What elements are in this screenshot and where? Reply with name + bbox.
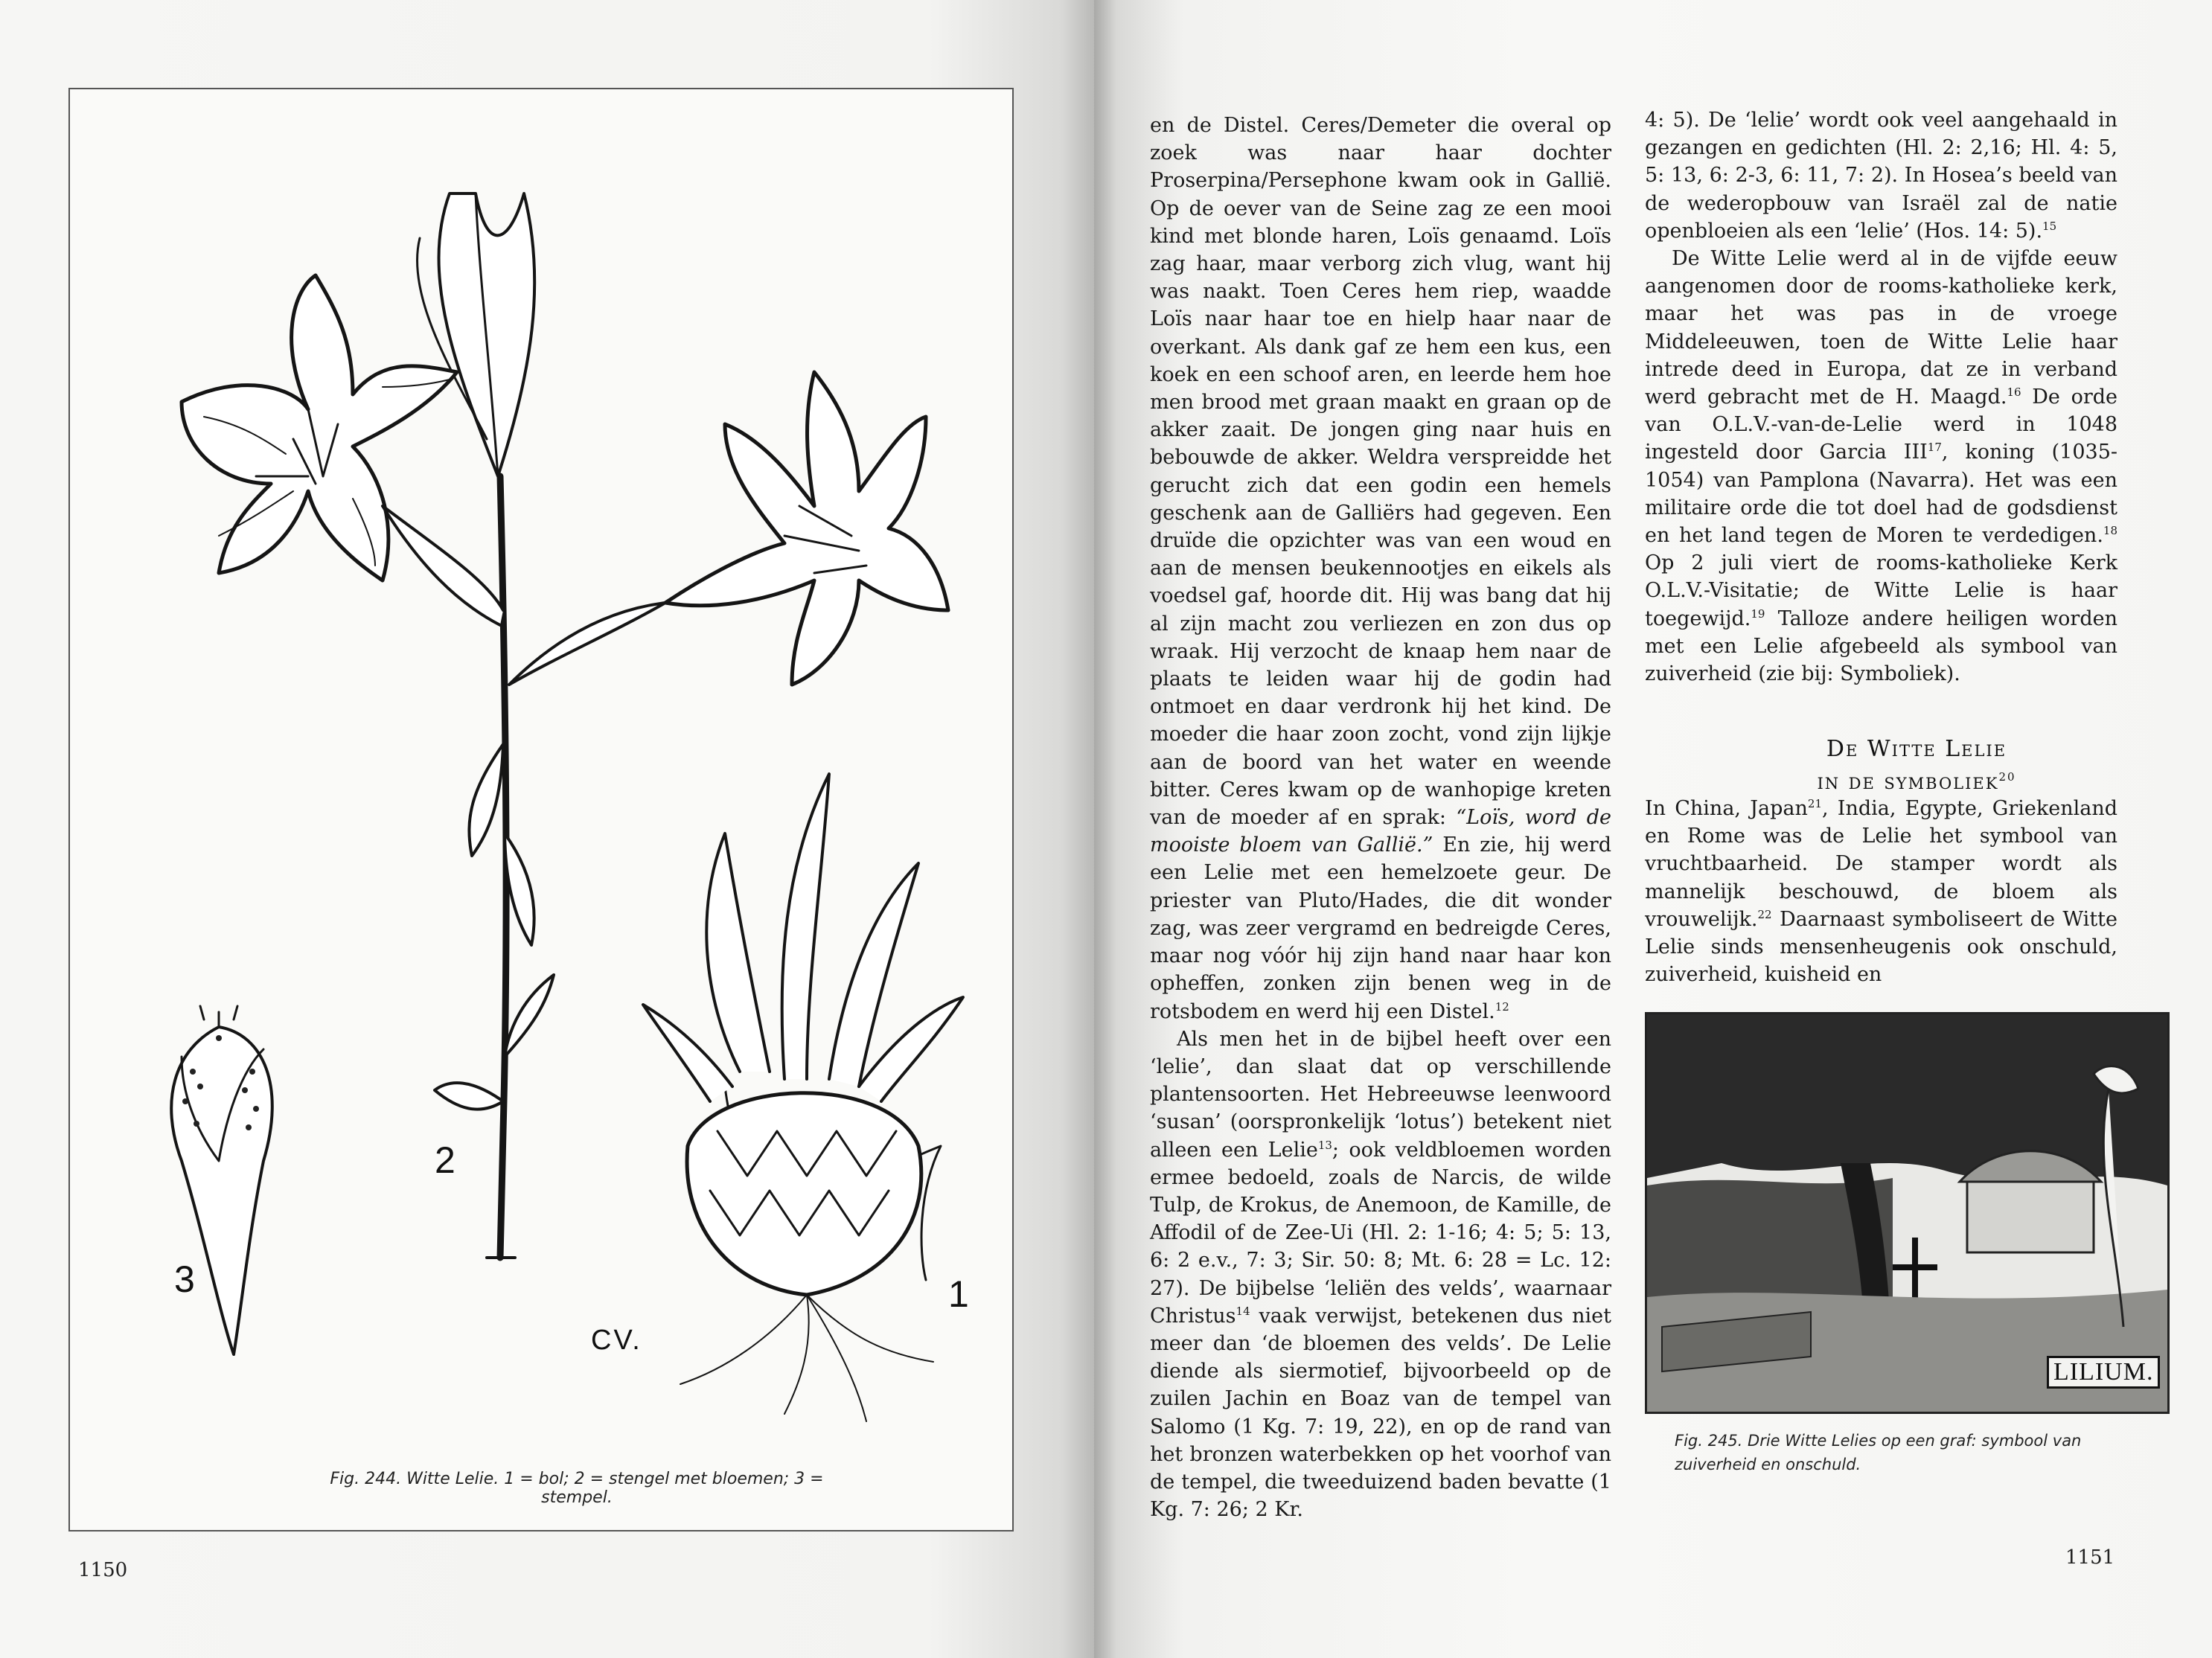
heading-line-2: in de symboliek$^{20}$ [1817, 769, 2016, 795]
paragraph: 4: 5). De ‘lelie’ wordt ook veel aangehaald in gezangen en gedichten (Hl. 2: 2,16; Hl. 4: 5, 5: 13, 6: 2-3, 6: 11, 7: 2). In Hosea’s beeld van de wederopbouw van Israël zal de natie openbloeien als een ‘lelie’ (Hos. 14: 5).$^{15}$ [1645, 109, 2117, 243]
figure-frame [68, 88, 1014, 1531]
section-heading [1708, 733, 2125, 798]
engraving-art [1647, 1014, 2167, 1412]
engraving-caption: Fig. 245. Drie Witte Lelies op een graf: symbool van zuiverheid en onschuld. [1675, 1432, 2082, 1473]
text-column-2b [1645, 795, 2117, 988]
heading-line-1: De Witte Lelie [1826, 736, 2007, 762]
text-column-1 [1150, 112, 1611, 1523]
label-stem: 2 [435, 1139, 455, 1181]
grave-engraving [1645, 1012, 2170, 1414]
paragraph: Als men het in de bijbel heeft over een ‘lelie’, dan slaat dat op verschillende plantensoorten. Het Hebreeuwse leenwoord ‘susan’ (oorspronkelijk ‘lotus’) betekent niet alleen een Lelie$^{13}$; ook veldbloemen worden ermee bedoeld, zoals de Narcis, de wilde Tulp, de Krokus, de Anemoon, de Kamille, de Affodil of de Zee-Ui (Hl. 2: 1-16; 4: 5; 5: 13, 6: 2 e.v., 7: 3; Sir. 50: 8; Mt. 6: 28 = Lc. 12: 27). De bijbelse ‘leliën des velds’, waarnaar Christus$^{14}$ vaak verwijst, betekenen dus niet meer dan ‘de bloemen des velds’. De Lelie diende als siermotief, bijvoorbeeld op de zuilen Jachin en Boaz van de tempel van Salomo (1 Kg. 7: 19, 22), en op de rand van het bronzen waterbekken op het voorhof van de tempel, die tweeduizend baden bevatte (1 Kg. 7: 26; 2 Kr. [1150, 1027, 1611, 1522]
lily-illustration [70, 89, 1014, 1531]
label-bulb: 1 [948, 1273, 969, 1315]
figure-caption: Fig. 244. Witte Lelie. 1 = bol; 2 = stengel met bloemen; 3 = stempel. [330, 1470, 824, 1507]
page-number-right: 1151 [2065, 1546, 2115, 1569]
page-number-left: 1150 [78, 1559, 128, 1581]
text-column-2 [1645, 106, 2117, 688]
paragraph: In China, Japan$^{21}$, India, Egypte, Griekenland en Rome was de Lelie het symbool van vruchtbaarheid. De stamper wordt als mannelijk beschouwd, de bloem als vrouwelijk.$^{22}$ Daarnaast symboliseert de Witte Lelie sinds mensenheugenis ook onschuld, zuiverheid, kuisheid en [1645, 797, 2117, 987]
label-cultivar: CV. [591, 1325, 642, 1356]
left-page [0, 0, 1094, 1658]
paragraph: en de Distel. Ceres/Demeter die overal op zoek was naar haar dochter Proserpina/Persephone kwam ook in Gallië. Op de oever van de Seine zag ze een mooi kind met blonde haren, Loïs genaamd. Loïs zag haar, maar verborg zich vlug, want hij was naakt. Toen Ceres hem riep, waadde Loïs naar haar toe en hielp haar naar de overkant. Als dank gaf ze hem een kus, een koek en een schoof aren, en leerde hem hoe men brood met graan maakt en graan op de akker zaait. De jongen ging naar huis en bebouwde de akker. Weldra verspreidde het gerucht zich dat een godin een hemels geschenk aan de Galliërs had gegeven. Een druïde die opzichter was van een woud en aan de mensen beukennootjes en eikels als voedsel gaf, hoorde dit. Hij was bang dat hij al zijn macht zou verliezen en zon dus op wraak. Hij verzocht de knaap hem naar de plaats te leiden waar hij de godin had ontmoet en daar verdronk hij het kind. De moeder die haar zoon zocht, vond zijn lijkje aan de boord van het water en weende bitter. Ceres kwam op de wanhopige kreten van de moeder af en sprak: “Loïs, word de mooiste bloem van Gallië.” En zie, hij werd een Lelie met een hemelzoete geur. De priester van Pluto/Hades, die dit wonder zag, was zeer vergramd en bedreigde Ceres, maar nog vóór hij zijn hand naar haar kon opheffen, zonken zijn benen weg in de rotsbodem en werd hij een Distel.$^{12}$ [1150, 114, 1611, 1023]
lilium-label: LILIUM. [2047, 1356, 2160, 1389]
label-pistil: 3 [174, 1258, 195, 1300]
paragraph: De Witte Lelie werd al in de vijfde eeuw aangenomen door de rooms-katholieke kerk, maar het was pas in de vroege Middeleeuwen, toen de Witte Lelie haar intrede deed in Europa, dat ze in verband werd gebracht met de H. Maagd.$^{16}$ De orde van O.L.V.-van-de-Lelie werd in 1048 ingesteld door Garcia III$^{17}$, koning (1035-1054) van Pamplona (Navarra). Het was een militaire orde die tot doel had de godsdienst en het land tegen de Moren te verdedigen.$^{18}$ Op 2 juli viert de rooms-katholieke Kerk O.L.V.-Visitatie; de Witte Lelie is haar toegewijd.$^{19}$ Talloze andere heiligen worden met een Lelie afgebeeld als symbool van zuiverheid (zie bij: Symboliek). [1645, 247, 2118, 686]
